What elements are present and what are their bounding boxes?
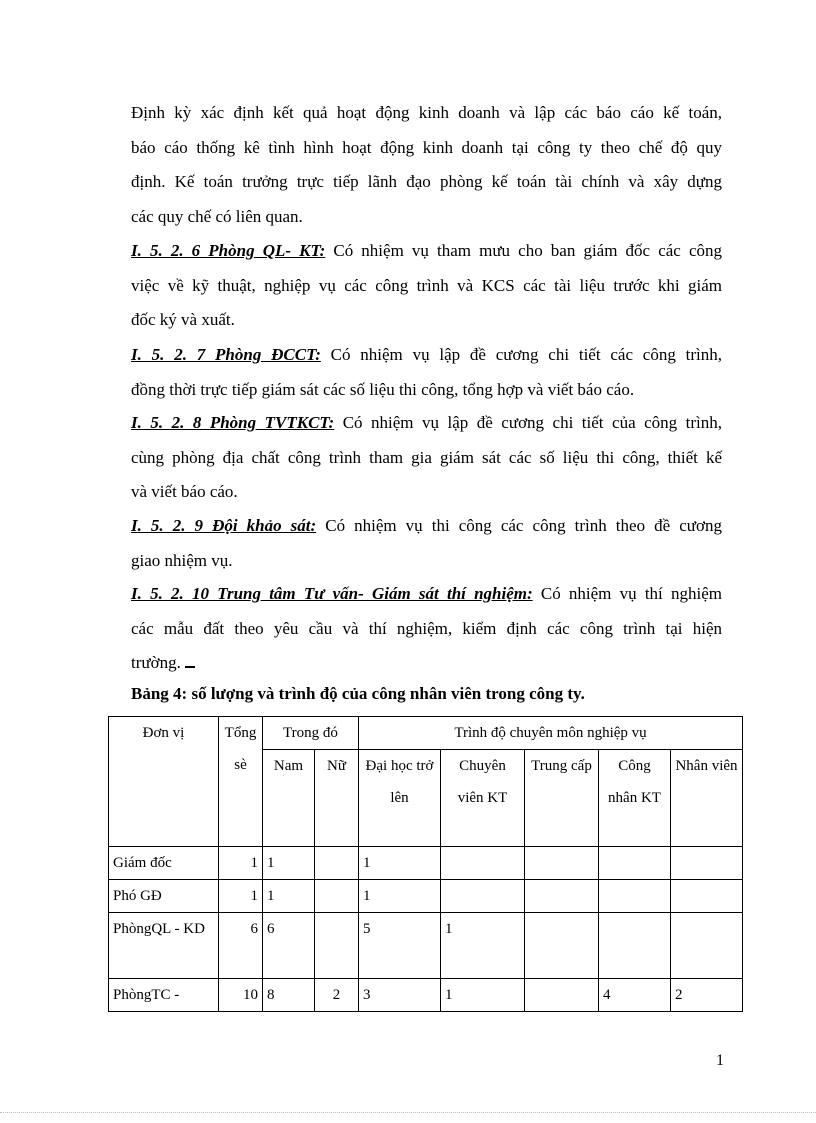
paragraph-accounting <box>131 96 722 234</box>
text-run: Có nhiệm vụ thi công các công trình theo đề cương <box>316 516 722 535</box>
header-nu: Nữ <box>315 750 359 847</box>
text-run: Có nhiệm vụ lập đề cương chi tiết các công trình, <box>320 345 722 364</box>
page-bottom-divider <box>0 1112 816 1113</box>
text-run: Có nhiệm vụ thí nghiệm <box>532 584 722 603</box>
section-heading: I. 5. 2. 6 Phòng QL- KT: <box>131 241 326 260</box>
cell-trungcap <box>525 847 599 880</box>
header-chuyenvien: Chuyên viên KT <box>441 750 525 847</box>
cell-donvi: Giám đốc <box>109 847 219 880</box>
paragraph-trung-tam <box>131 577 722 681</box>
text-line: đốc ký và xuất. <box>131 310 235 329</box>
text-line: định. Kế toán trưởng trực tiếp lãnh đạo phòng kế toán tài chính và xây dựng <box>131 172 722 191</box>
text-line: đồng thời trực tiếp giám sát các số liệu thi công, tổng hợp và viết báo cáo. <box>131 379 635 399</box>
text-line: giao nhiệm vụ. <box>131 550 233 570</box>
cell-nam: 1 <box>263 847 315 880</box>
cell-tong: 6 <box>219 913 263 979</box>
text-line: Định kỳ xác định kết quả hoạt động kinh doanh và lập các báo cáo kế toán, <box>131 103 722 122</box>
cell-congnhan <box>599 880 671 913</box>
text-line: và viết báo cáo. <box>131 482 238 501</box>
paragraph-doi-khao-sat <box>131 509 722 578</box>
cell-nu <box>315 880 359 913</box>
text-line: các quy chế có liên quan. <box>131 206 303 226</box>
cell-chuyenvien: 1 <box>441 913 525 979</box>
section-heading: I. 5. 2. 7 Phòng ĐCCT: <box>131 345 321 364</box>
cell-chuyenvien: 1 <box>441 979 525 1012</box>
cell-nu <box>315 847 359 880</box>
text-line: các mẫu đất theo yêu cầu và thí nghiệm, kiểm định các công trình tại hiện <box>131 618 722 638</box>
table-row <box>109 880 743 913</box>
text-line <box>131 509 722 544</box>
text-line <box>131 646 722 681</box>
cell-trungcap <box>525 979 599 1012</box>
text-run: trường. <box>131 653 181 672</box>
cell-congnhan <box>599 913 671 979</box>
cell-congnhan: 4 <box>599 979 671 1012</box>
cell-nu: 2 <box>315 979 359 1012</box>
section-heading: I. 5. 2. 10 Trung tâm Tư vấn- Giám sát thí nghiệm: <box>131 584 533 603</box>
page-number: 1 <box>716 1052 724 1069</box>
text-run: Có nhiệm vụ tham mưu cho ban giám đốc các công <box>325 241 722 260</box>
cell-tong: 1 <box>219 847 263 880</box>
table-row <box>109 913 743 979</box>
text-line: báo cáo thống kê tình hình hoạt động kinh doanh tại công ty theo chế độ quy <box>131 137 722 157</box>
cell-nhanvien <box>671 880 743 913</box>
cell-trungcap <box>525 880 599 913</box>
text-line <box>131 338 722 373</box>
cell-nam: 6 <box>263 913 315 979</box>
header-donvi: Đơn vị <box>109 717 219 847</box>
header-daihoc: Đại học trở lên <box>359 750 441 847</box>
header-tong: Tổng sè <box>219 717 263 847</box>
cell-daihoc: 5 <box>359 913 441 979</box>
cell-daihoc: 1 <box>359 847 441 880</box>
text-line <box>131 577 722 612</box>
cell-tong: 10 <box>219 979 263 1012</box>
cell-nu <box>315 913 359 979</box>
text-run: Có nhiệm vụ lập đề cương chi tiết của công trình, <box>334 413 722 432</box>
cell-donvi: PhòngQL - KD <box>109 913 219 979</box>
staff-table <box>108 716 743 1012</box>
cell-nhanvien <box>671 847 743 880</box>
cell-nam: 1 <box>263 880 315 913</box>
cell-chuyenvien <box>441 847 525 880</box>
paragraph-ql-kt <box>131 234 722 338</box>
section-heading: I. 5. 2. 9 Đội khảo sát: <box>131 516 317 535</box>
cell-nhanvien: 2 <box>671 979 743 1012</box>
cell-donvi: Phó GĐ <box>109 880 219 913</box>
paragraph-dcct <box>131 338 722 407</box>
text-line <box>131 234 722 269</box>
cell-nam: 8 <box>263 979 315 1012</box>
cell-daihoc: 3 <box>359 979 441 1012</box>
cell-donvi: PhòngTC - <box>109 979 219 1012</box>
table-caption: Bảng 4: số lượng và trình độ của công nhân viên trong công ty. <box>131 684 585 703</box>
table-row <box>109 847 743 880</box>
text-cursor <box>185 654 195 668</box>
table-header-row <box>109 717 743 750</box>
paragraph-tvtkct <box>131 406 722 510</box>
cell-tong: 1 <box>219 880 263 913</box>
cell-trungcap <box>525 913 599 979</box>
header-nhanvien: Nhân viên <box>671 750 743 847</box>
header-nam: Nam <box>263 750 315 847</box>
header-trinhdo: Trình độ chuyên môn nghiệp vụ <box>359 717 743 750</box>
text-line: việc về kỹ thuật, nghiệp vụ các công trình và KCS các tài liệu trước khi giám <box>131 275 722 295</box>
text-line: cùng phòng địa chất công trình tham gia giám sát các số liệu thi công, thiết kế <box>131 447 722 467</box>
header-trongdo: Trong đó <box>263 717 359 750</box>
section-heading: I. 5. 2. 8 Phòng TVTKCT: <box>131 413 335 432</box>
table-row <box>109 979 743 1012</box>
cell-congnhan <box>599 847 671 880</box>
text-line <box>131 406 722 441</box>
cell-daihoc: 1 <box>359 880 441 913</box>
header-trungcap: Trung cấp <box>525 750 599 847</box>
header-congnhan: Công nhân KT <box>599 750 671 847</box>
cell-chuyenvien <box>441 880 525 913</box>
cell-nhanvien <box>671 913 743 979</box>
